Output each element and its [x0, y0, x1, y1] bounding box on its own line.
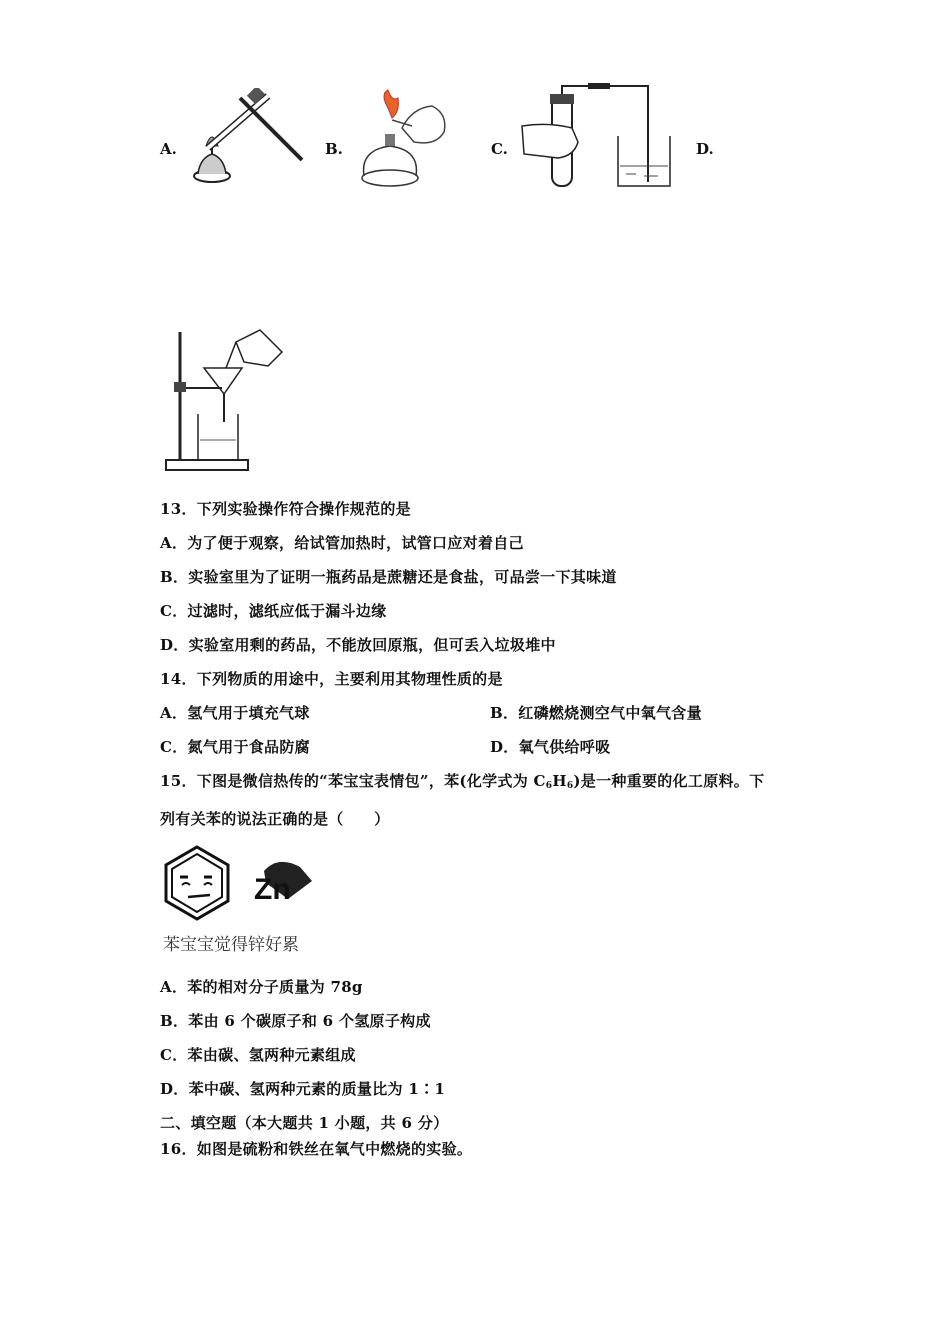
q16-stem: 16．如图是硫粉和铁丝在氧气中燃烧的实验。 — [160, 1140, 473, 1158]
q13-option-c: C．过滤时，滤纸应低于漏斗边缘 — [160, 602, 387, 620]
q15-option-b: B．苯由 6 个碳原子和 6 个氢原子构成 — [160, 1012, 431, 1030]
airtightness-check-illustration — [518, 82, 678, 192]
option-d-label: D. — [696, 140, 714, 158]
q13-stem: 13．下列实验操作符合操作规范的是 — [160, 500, 411, 518]
q14-stem: 14．下列物质的用途中，主要利用其物理性质的是 — [160, 670, 503, 688]
zinc-symbol: Zn — [254, 873, 291, 906]
option-a-label: A. — [160, 140, 177, 158]
q13-option-b: B．实验室里为了证明一瓶药品是蔗糖还是食盐，可品尝一下其味道 — [160, 568, 617, 586]
q15-option-c: C．苯由碳、氢两种元素组成 — [160, 1046, 356, 1064]
q13-option-a: A．为了便于观察，给试管加热时，试管口应对着自己 — [160, 534, 524, 552]
option-c-label: C. — [491, 140, 508, 158]
option-b-label: B. — [325, 140, 343, 158]
q14-option-b: B．红磷燃烧测空气中氧气含量 — [490, 704, 702, 722]
q14-option-c: C．氮气用于食品防腐 — [160, 738, 310, 756]
image-caption: 苯宝宝觉得锌好累 — [163, 935, 299, 955]
q15-stem-line1: 15．下图是微信热传的“苯宝宝表情包”，苯(化学式为 $C_6H_6$)是一种重要的化工原料。下 — [160, 772, 765, 791]
section-heading: 二、填空题（本大题共 1 小题，共 6 分） — [160, 1114, 449, 1132]
benzene-emoji-illustration — [160, 843, 320, 923]
q13-option-d: D．实验室用剩的药品，不能放回原瓶，但可丢入垃圾堆中 — [160, 636, 556, 654]
q15-option-a: A．苯的相对分子质量为 78g — [160, 978, 363, 996]
q15-option-d: D．苯中碳、氢两种元素的质量比为 1∶1 — [160, 1080, 446, 1098]
q15-stem-line2: 列有关苯的说法正确的是（ ） — [160, 810, 390, 828]
filtration-apparatus-illustration — [160, 322, 290, 474]
alcohol-lamp-lighting-illustration — [352, 88, 452, 193]
q14-option-a: A．氢气用于填充气球 — [160, 704, 310, 722]
q14-option-d: D．氧气供给呼吸 — [490, 738, 611, 756]
heating-test-tube-illustration — [190, 88, 310, 193]
